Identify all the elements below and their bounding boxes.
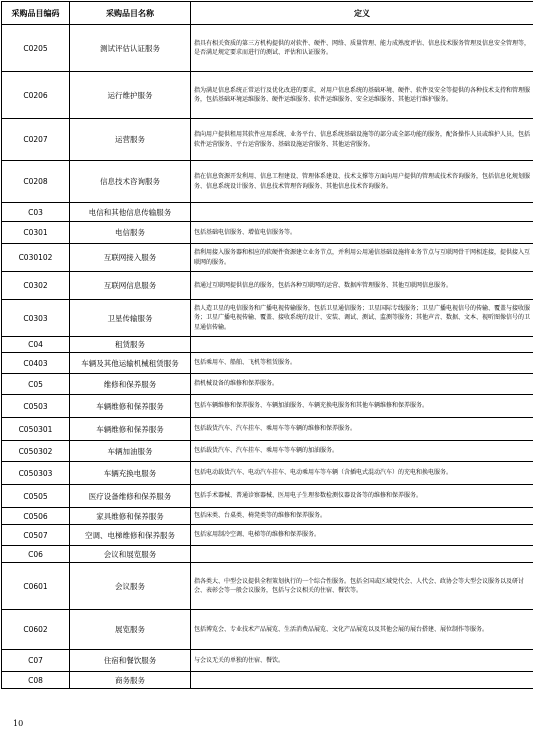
definition-cell: 包括床类、台桌类、椅凳类等的维修和保养服务。 [191, 508, 533, 525]
definition-cell: 指机械设备的维修和保养服务。 [191, 374, 533, 395]
name-cell: 车辆加油服务 [70, 441, 191, 462]
table-row [2, 485, 533, 508]
name-cell: 运行维护服务 [70, 72, 191, 119]
definition-cell [191, 203, 533, 222]
definition-cell: 包括手术器械、普通诊察器械、医用电子生理参数检测仪器设备等的维修和保养服务。 [191, 485, 533, 508]
catalog-table [1, 1, 533, 689]
definition-cell: 与会议无关的单独的住宿、餐饮。 [191, 650, 533, 672]
code-cell: C0207 [2, 119, 70, 161]
name-cell: 电信和其他信息传输服务 [70, 203, 191, 222]
definition-cell: 包括车辆维修和保养服务、车辆加油服务、车辆充换电服务和其他车辆维修和保养服务。 [191, 395, 533, 418]
name-cell: 车辆及其他运输机械租赁服务 [70, 353, 191, 374]
code-cell: C0602 [2, 610, 70, 650]
name-cell: 家具维修和保养服务 [70, 508, 191, 525]
table-row [2, 610, 533, 650]
definition-cell: 包括载货汽车、汽车挂车、乘用车等车辆的加油服务。 [191, 441, 533, 462]
name-cell: 空调、电梯维修和保养服务 [70, 525, 191, 546]
code-cell: C0503 [2, 395, 70, 418]
code-cell: C0506 [2, 508, 70, 525]
name-cell: 会议服务 [70, 563, 191, 610]
definition-cell: 指人造卫星的电信服务和广播电视传输服务，包括卫星通信服务；卫星国际专线服务；卫星广播电视信号的传输、覆盖与接收服务；卫星广播电视传输、覆盖、接收系统的设计、安装、调试、测试、监测等服务；其他声音、数据、文本、视听图像信号的卫星通信传输。 [191, 300, 533, 337]
definition-cell: 指为满足信息系统正常运行及优化改进的要求，对用户信息系统的基础环境、硬件、软件及安全等提供的各种技术支持和管理服务，包括基础环境运维服务、硬件运维服务、软件运维服务、安全运维服务、其他运行维护服务。 [191, 72, 533, 119]
name-cell: 维修和保养服务 [70, 374, 191, 395]
table-row [2, 441, 533, 462]
name-cell: 会议和展览服务 [70, 546, 191, 563]
table-row [2, 222, 533, 244]
header-name: 采购品目名称 [70, 2, 191, 25]
code-cell: C0302 [2, 272, 70, 300]
definition-cell: 指具有相关资质的第三方机构提供的对软件、硬件、网络、质量管理、能力成熟度评估、信息技术服务管理及信息安全管理等，是否满足规定要求而进行的测试、评估和认证服务。 [191, 25, 533, 72]
header-code: 采购品目编码 [2, 2, 70, 25]
code-cell: C0206 [2, 72, 70, 119]
table-row [2, 418, 533, 441]
code-cell: C0507 [2, 525, 70, 546]
code-cell: C0205 [2, 25, 70, 72]
name-cell: 商务服务 [70, 672, 191, 689]
page-number: 10 [13, 719, 24, 728]
name-cell: 车辆维修和保养服务 [70, 418, 191, 441]
table-row [2, 650, 533, 672]
code-cell: C030102 [2, 244, 70, 272]
table-row [2, 300, 533, 337]
table-row [2, 25, 533, 72]
name-cell: 卫星传输服务 [70, 300, 191, 337]
definition-cell: 包括博览会、专业技术产品展览、生活消费品展览、文化产品展览以及其他会展的展台搭建、展位制作等服务。 [191, 610, 533, 650]
definition-cell: 指各类大、中型会议提供全程策划执行的一个综合性服务。包括全国或区域党代会、人代会、政协会等大型会议服务以及研讨会、表彰会等一般会议服务，包括与会议相关的住宿、餐饮等。 [191, 563, 533, 610]
code-cell: C0208 [2, 161, 70, 203]
definition-cell [191, 337, 533, 353]
table-row [2, 395, 533, 418]
table-row [2, 161, 533, 203]
table-row [2, 374, 533, 395]
definition-cell [191, 672, 533, 689]
code-cell: C050303 [2, 462, 70, 485]
code-cell: C03 [2, 203, 70, 222]
table-row [2, 72, 533, 119]
name-cell: 互联网信息服务 [70, 272, 191, 300]
code-cell: C08 [2, 672, 70, 689]
code-cell: C07 [2, 650, 70, 672]
name-cell: 展览服务 [70, 610, 191, 650]
code-cell: C050301 [2, 418, 70, 441]
name-cell: 租赁服务 [70, 337, 191, 353]
name-cell: 电信服务 [70, 222, 191, 244]
table-row [2, 337, 533, 353]
definition-cell: 包括载货汽车、汽车挂车、乘用车等车辆的维修和保养服务。 [191, 418, 533, 441]
code-cell: C05 [2, 374, 70, 395]
header-row [2, 2, 533, 25]
definition-cell: 包括电动载货汽车、电动汽车挂车、电动乘用车等车辆（含插电式混动汽车）的充电和换电服务。 [191, 462, 533, 485]
table-row [2, 525, 533, 546]
header-definition: 定义 [191, 2, 533, 25]
name-cell: 互联网接入服务 [70, 244, 191, 272]
code-cell: C0403 [2, 353, 70, 374]
name-cell: 医疗设备维修和保养服务 [70, 485, 191, 508]
code-cell: C050302 [2, 441, 70, 462]
definition-cell: 指通过互联网提供信息的服务，包括各种互联网的运营、数据库管理服务、其他互联网信息服务。 [191, 272, 533, 300]
table-row [2, 508, 533, 525]
code-cell: C0601 [2, 563, 70, 610]
name-cell: 车辆充换电服务 [70, 462, 191, 485]
definition-cell: 指利用接入服务器和相应的软硬件资源建立业务节点，并利用公用通信基础设施将业务节点与互联网骨干网相连接，提供接入互联网的服务。 [191, 244, 533, 272]
definition-cell: 指在信息资源开发利用、信息工程建设、管理体系建设、技术支撑等方面向用户提供的管理或技术咨询服务，包括信息化规划服务、信息系统设计服务、信息技术管理咨询服务、其他信息技术咨询服务。 [191, 161, 533, 203]
code-cell: C06 [2, 546, 70, 563]
table-row [2, 244, 533, 272]
code-cell: C0301 [2, 222, 70, 244]
name-cell: 运营服务 [70, 119, 191, 161]
table-row [2, 119, 533, 161]
definition-cell: 包括家用制冷空调、电梯等的维修和保养服务。 [191, 525, 533, 546]
code-cell: C0505 [2, 485, 70, 508]
name-cell: 住宿和餐饮服务 [70, 650, 191, 672]
name-cell: 测试评估认证服务 [70, 25, 191, 72]
code-cell: C04 [2, 337, 70, 353]
table-row [2, 563, 533, 610]
name-cell: 车辆维修和保养服务 [70, 395, 191, 418]
code-cell: C0303 [2, 300, 70, 337]
definition-cell: 包括乘用车、船舶、飞机等租赁服务。 [191, 353, 533, 374]
definition-cell: 包括基础电信服务、增值电信服务等。 [191, 222, 533, 244]
table-row [2, 672, 533, 689]
table-row [2, 462, 533, 485]
name-cell: 信息技术咨询服务 [70, 161, 191, 203]
definition-cell: 指向用户提供租用其软件应用系统、业务平台、信息系统基础设施等的部分或全部功能的服务，配备操作人员或维护人员，包括软件运营服务、平台运营服务、基础设施运营服务、其他运营服务。 [191, 119, 533, 161]
definition-cell [191, 546, 533, 563]
table-row [2, 546, 533, 563]
table-row [2, 272, 533, 300]
table-row [2, 203, 533, 222]
table-row [2, 353, 533, 374]
